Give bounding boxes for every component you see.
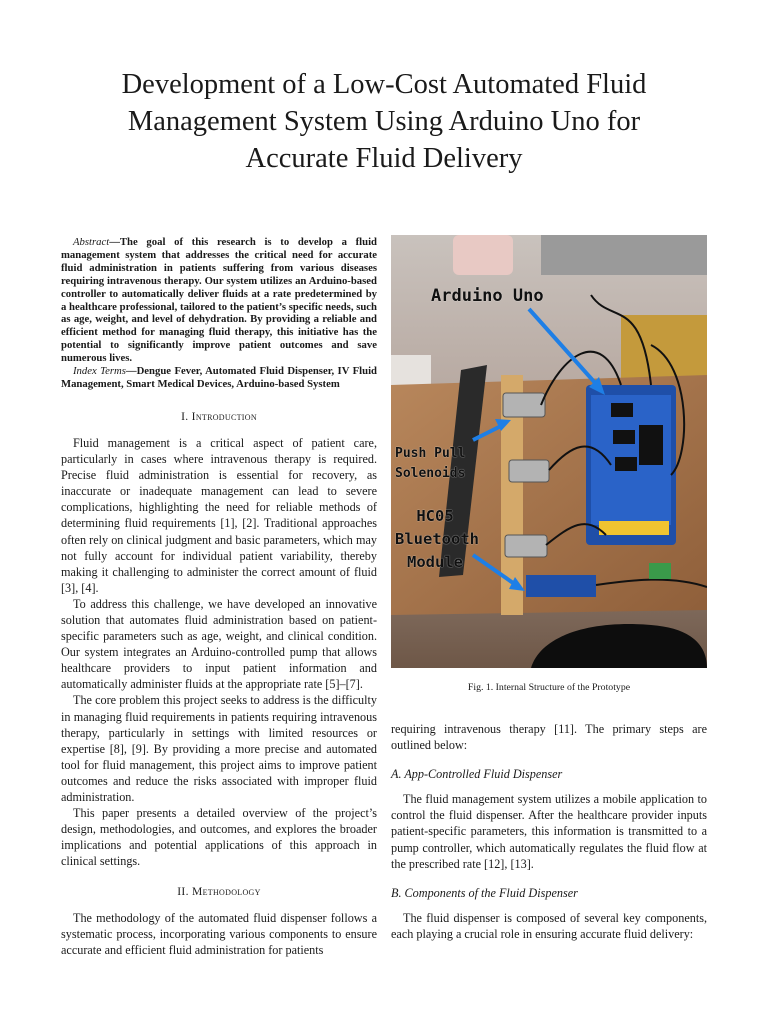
background-device <box>541 235 707 275</box>
label-solenoids-line-1: Push Pull <box>395 446 466 461</box>
method-paragraph-1-continued: requiring intravenous therapy [11]. The primary steps are outlined below: <box>391 722 707 753</box>
abstract-lead: Abstract <box>73 236 110 248</box>
method-paragraph-1: The methodology of the automated fluid dispenser follows a systematic process, incorporating various components to ensure accurate and efficient fluid administration for patients <box>61 910 377 957</box>
section-1-title: Introduction <box>191 409 257 423</box>
abstract <box>61 236 377 365</box>
green-connector <box>649 563 671 579</box>
index-terms-lead: Index Terms <box>73 365 126 378</box>
section-2-title: Methodology <box>192 884 261 898</box>
figure-caption: Fig. 1. Internal Structure of the Prototype <box>467 682 631 693</box>
index-terms <box>61 365 377 391</box>
arduino-board <box>586 385 676 545</box>
subsection-a-paragraph: The fluid management system utilizes a mobile application to control the fluid dispenser. After the healthcare provider inputs patient-specific parameters, this information is transmitted to a pump controller, which automatically regulates the fluid flow at the prescribed rate [12], [13]. <box>391 792 707 871</box>
section-1-heading <box>61 409 377 425</box>
subsection-a-heading: A. App-Controlled Fluid Dispenser <box>391 767 563 782</box>
label-solenoids-line-2: Solenoids <box>395 466 466 481</box>
background-cup <box>453 235 513 275</box>
index-terms-text: —Dengue Fever, Automated Fluid Dispenser, IV Fluid Management, Smart Medical Devices, Arduino-based System <box>61 365 378 390</box>
intro-paragraph-1: Fluid management is a critical aspect of patient care, particularly in cases where intravenous therapy is required. Precise fluid administration is essential for recovery, as inaccurate or inadequate management can lead to severe complications, highlighting the need for reliable methods of determining fluid requirements [1], [2]. Traditional approaches often rely on clinical judgment and basic parameters, which may not fully account for individual patient variability, thereby making it challenging to administer the correct amount of fluid [3], [4]. <box>61 435 377 595</box>
label-hc05-line-3: Module <box>407 553 463 571</box>
title-line-1: Development of a Low-Cost Automated Fluid <box>121 69 647 100</box>
label-hc05-line-1: HC05 <box>416 507 454 525</box>
subsection-b-paragraph: The fluid dispenser is composed of several key components, each playing a crucial role in ensuring accurate fluid delivery: <box>391 910 707 941</box>
intro-paragraph-2: To address this challenge, we have developed an innovative solution that automates fluid administration based on patient-specific parameters such as age, weight, and clinical condition. Our system integrates an Arduino-controlled pump that allows healthcare providers to input patient information and automatically administer fluids at the appropriate rate [5]–[7]. <box>61 596 377 692</box>
intro-paragraph-4: This paper presents a detailed overview of the project’s design, methodologies, and outcomes, and explores the broader implications and potential applications of this approach in clinical settings. <box>61 806 377 869</box>
section-1-number: I. <box>181 409 189 423</box>
label-arduino-uno: Arduino Uno <box>431 286 544 306</box>
bluetooth-module <box>526 575 596 597</box>
title-line-2: Management System Using Arduino Uno for <box>127 106 641 137</box>
label-hc05-line-2: Bluetooth <box>395 530 479 548</box>
subsection-b-heading: B. Components of the Fluid Dispenser <box>391 885 578 900</box>
prototype-photo <box>391 235 707 668</box>
section-2-heading <box>61 884 377 900</box>
label-push-pull-solenoids <box>395 444 465 484</box>
paper-title <box>60 66 708 177</box>
right-column-text <box>391 721 707 942</box>
left-column <box>61 236 377 958</box>
intro-paragraph-3: The core problem this project seeks to address is the difficulty in managing fluid requirements in patients requiring intravenous therapy, particularly in settings with limited resources or expertise [8], [9]. By providing a more precise and automated tool for fluid management, this project aims to improve patient outcomes and reduce the risks associated with improper fluid administration. <box>61 693 377 805</box>
title-line-3: Accurate Fluid Delivery <box>245 143 523 174</box>
section-2-number: II. <box>177 884 189 898</box>
label-hc05-bluetooth-module <box>395 505 479 574</box>
abstract-text: —The goal of this research is to develop a fluid management system that addresses the critical need for accurate fluid administration in patients suffering from various diseases requiring intravenous therapy. Our system utilizes an Arduino-based controller to automatically deliver fluids at a rate predetermined by a healthcare professional, tailored to the patient’s specific needs, such as age, weight, and level of dehydration. By providing a reliable and efficient method for managing fluid therapy, this initiative has the potential to significantly improve patient outcomes and save numerous lives. <box>61 236 377 365</box>
